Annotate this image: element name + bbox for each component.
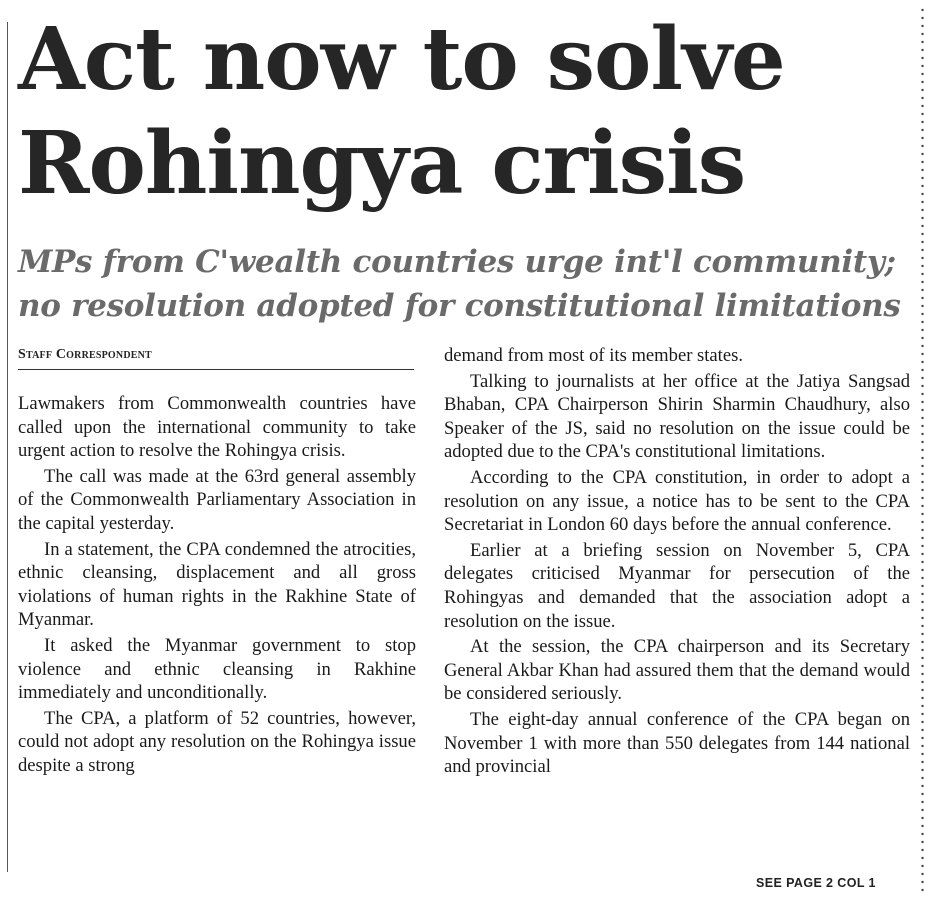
paragraph: According to the CPA constitution, in order to adopt a resolution on any issue, a notice has to be sent to the CPA Secretariat in London 60 days before the annual conference. bbox=[444, 466, 910, 536]
subheadline: MPs from C'wealth countries urge int'l community; no resolution adopted for constitutional limitations bbox=[18, 244, 901, 324]
paragraph: Earlier at a briefing session on November 5, CPA delegates criticised Myanmar for persecution of the Rohingyas and demanded that the association adopt a resolution on the issue. bbox=[444, 539, 910, 632]
paragraph: In a statement, the CPA condemned the atrocities, ethnic cleansing, displacement and all gross violations of human rights in the Rakhine State of Myanmar. bbox=[18, 538, 416, 631]
article-column-right bbox=[444, 344, 910, 781]
column-rule-left bbox=[7, 22, 8, 872]
article-column-left bbox=[18, 392, 416, 780]
paragraph: At the session, the CPA chairperson and its Secretary General Akbar Khan had assured them that the demand would be considered seriously. bbox=[444, 636, 910, 705]
paragraph: The eight-day annual conference of the CPA began on November 1 with more than 550 delegates from 144 national and provincial bbox=[444, 708, 910, 778]
byline: Staff Correspondent bbox=[18, 347, 414, 370]
paragraph: The CPA, a platform of 52 countries, however, could not adopt any resolution on the Rohingya issue despite a strong bbox=[18, 707, 416, 776]
headline: Act now to solve Rohingya crisis bbox=[18, 9, 785, 214]
paragraph: Lawmakers from Commonwealth countries have called upon the international community to take urgent action to resolve the Rohingya crisis. bbox=[18, 393, 416, 462]
paragraph: Talking to journalists at her office at the Jatiya Sangsad Bhaban, CPA Chairperson Shirin Sharmin Chaudhury, also Speaker of the JS, said no resolution on the issue could be adopted due to the CPA's constitutional limitations. bbox=[444, 370, 910, 463]
dotted-column-rule bbox=[921, 6, 924, 896]
continuation-jump-line: SEE PAGE 2 COL 1 bbox=[756, 876, 876, 890]
paragraph: The call was made at the 63rd general assembly of the Commonwealth Parliamentary Association in the capital yesterday. bbox=[18, 465, 416, 534]
paragraph: It asked the Myanmar government to stop violence and ethnic cleansing in Rakhine immediately and unconditionally. bbox=[18, 634, 416, 704]
paragraph: demand from most of its member states. bbox=[444, 345, 743, 366]
